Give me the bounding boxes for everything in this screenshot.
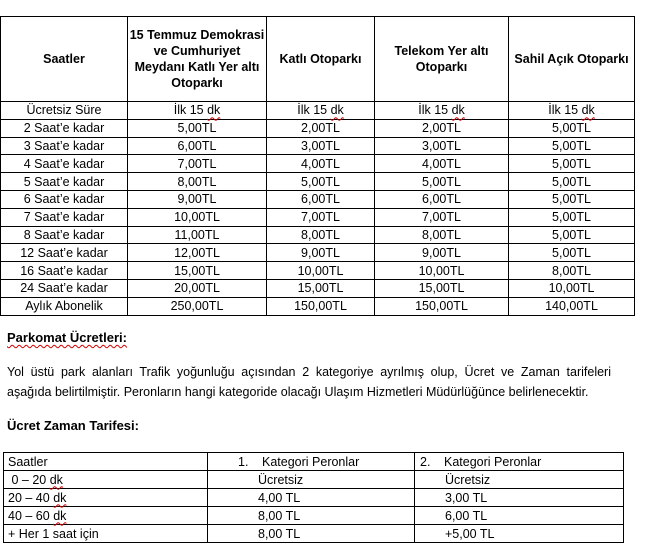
free-time-unit: dk (581, 103, 595, 118)
price-cell: 9,00TL (375, 244, 509, 262)
header-hours: Saatler (1, 17, 128, 102)
price-cell: 6,00TL (375, 190, 509, 208)
table-row (1, 262, 635, 280)
row-label-cell: 24 Saat’e kadar (1, 279, 128, 297)
price-cell: 10,00TL (509, 279, 635, 297)
row-label-cell: 16 Saat’e kadar (1, 262, 128, 280)
price-cell: 3,00TL (375, 137, 509, 155)
tariff-price-cell: 6,00 TL (415, 507, 624, 525)
price-cell: 2,00TL (267, 119, 375, 137)
row-label-cell: 7 Saat’e kadar (1, 208, 128, 226)
price-cell: 5,00TL (509, 208, 635, 226)
table-row (1, 155, 635, 173)
tariff-header-hours: Saatler (4, 453, 208, 471)
row-label-cell: 12 Saat’e kadar (1, 244, 128, 262)
tariff-price-cell: Ücretsiz (208, 471, 415, 489)
price-cell: 150,00TL (375, 297, 509, 315)
header-telekom-parking: Telekom Yer altı Otoparkı (375, 17, 509, 102)
price-cell: 8,00TL (509, 262, 635, 280)
free-time-text: İlk 15 (418, 103, 452, 118)
table-header-row (1, 17, 635, 102)
price-cell: 5,00TL (128, 119, 267, 137)
table-row (4, 471, 624, 489)
parking-fee-table-body (1, 102, 635, 316)
tariff-time-text: 0 – 20 (8, 472, 50, 487)
row-label-cell: 6 Saat’e kadar (1, 190, 128, 208)
header-sahil-parking: Sahil Açık Otoparkı (509, 17, 635, 102)
row-label-cell: 5 Saat’e kadar (1, 173, 128, 191)
price-cell: 9,00TL (128, 190, 267, 208)
parkomat-heading (7, 330, 127, 345)
table-row (1, 244, 635, 262)
tariff-price-cell: 8,00 TL (208, 525, 415, 543)
price-cell: 2,00TL (375, 119, 509, 137)
price-cell: 15,00TL (375, 279, 509, 297)
price-cell: 5,00TL (267, 173, 375, 191)
free-time-unit: dk (330, 103, 344, 118)
parkomat-paragraph: Yol üstü park alanları Trafik yoğunluğu açısından 2 kategoriye ayrılmış olup, Ücret ve Zaman tarifeleri aşağıda belirtilmiştir. Peronların hangi kategoride olacağı Ulaşım Hizmetleri Müdürlüğünce belirlenecektir. (7, 365, 611, 399)
price-cell: 5,00TL (509, 244, 635, 262)
free-time-text: İlk 15 (548, 103, 582, 118)
tariff-time-unit: dk (49, 472, 63, 487)
row-label-cell: Aylık Abonelik (1, 297, 128, 315)
tariff-time-unit: dk (53, 508, 67, 523)
tariff-table (3, 452, 624, 543)
price-cell: 6,00TL (128, 137, 267, 155)
tariff-price-cell: Ücretsiz (415, 471, 624, 489)
tariff-time-cell: + Her 1 saat için (4, 525, 208, 543)
row-label-cell: 4 Saat’e kadar (1, 155, 128, 173)
table-row (4, 507, 624, 525)
table-row (1, 137, 635, 155)
parkomat-heading-text: Parkomat Ücretleri: (7, 330, 127, 345)
price-cell (128, 102, 267, 120)
price-cell: 250,00TL (128, 297, 267, 315)
category-1-label: Kategori Peronlar (262, 454, 360, 469)
price-cell (509, 102, 635, 120)
category-2-label: Kategori Peronlar (444, 454, 542, 469)
price-cell (267, 102, 375, 120)
free-time-text: İlk 15 (297, 103, 331, 118)
price-cell: 7,00TL (375, 208, 509, 226)
tariff-time-unit: dk (53, 490, 67, 505)
price-cell: 5,00TL (375, 173, 509, 191)
category-1-number: 1. (238, 454, 249, 469)
price-cell: 9,00TL (267, 244, 375, 262)
tariff-price-cell: +5,00 TL (415, 525, 624, 543)
tariff-time-text: 20 – 40 (8, 490, 54, 505)
free-time-unit: dk (451, 103, 465, 118)
tariff-price-cell: 8,00 TL (208, 507, 415, 525)
price-cell: 150,00TL (267, 297, 375, 315)
row-label-cell: 2 Saat’e kadar (1, 119, 128, 137)
free-time-text: İlk 15 (173, 103, 208, 118)
tariff-header-category-1 (208, 453, 415, 471)
free-time-unit: dk (207, 103, 221, 118)
table-row (1, 208, 635, 226)
table-row (4, 525, 624, 543)
table-row (1, 226, 635, 244)
price-cell: 8,00TL (128, 173, 267, 191)
price-cell: 10,00TL (128, 208, 267, 226)
table-row (1, 173, 635, 191)
tariff-table-body (4, 453, 624, 543)
table-row (1, 119, 635, 137)
table-row (1, 190, 635, 208)
price-cell: 5,00TL (509, 173, 635, 191)
price-cell: 5,00TL (509, 155, 635, 173)
price-cell: 3,00TL (267, 137, 375, 155)
price-cell: 4,00TL (267, 155, 375, 173)
parking-fee-table (0, 16, 635, 316)
price-cell: 5,00TL (509, 190, 635, 208)
price-cell: 11,00TL (128, 226, 267, 244)
price-cell: 15,00TL (128, 262, 267, 280)
row-label-cell: 8 Saat’e kadar (1, 226, 128, 244)
price-cell: 6,00TL (267, 190, 375, 208)
category-2-number: 2. (420, 454, 431, 469)
price-cell: 8,00TL (375, 226, 509, 244)
tariff-heading: Ücret Zaman Tarifesi: (7, 418, 139, 433)
price-cell: 10,00TL (267, 262, 375, 280)
price-cell: 8,00TL (267, 226, 375, 244)
price-cell: 140,00TL (509, 297, 635, 315)
header-15-temmuz-parking: 15 Temmuz Demokrasi ve Cumhuriyet Meydanı Katlı Yer altı Otoparkı (128, 17, 267, 102)
price-cell: 5,00TL (509, 137, 635, 155)
tariff-time-text: 40 – 60 (8, 508, 54, 523)
table-row (1, 279, 635, 297)
table-row (1, 297, 635, 315)
price-cell: 10,00TL (375, 262, 509, 280)
row-label-cell: 3 Saat’e kadar (1, 137, 128, 155)
price-cell: 20,00TL (128, 279, 267, 297)
header-katli-parking: Katlı Otoparkı (267, 17, 375, 102)
price-cell: 7,00TL (267, 208, 375, 226)
tariff-time-cell (4, 471, 208, 489)
price-cell: 12,00TL (128, 244, 267, 262)
table-row (4, 489, 624, 507)
tariff-header-category-2 (415, 453, 624, 471)
price-cell: 4,00TL (375, 155, 509, 173)
row-label-cell: Ücretsiz Süre (1, 102, 128, 120)
tariff-time-cell (4, 489, 208, 507)
tariff-price-cell: 3,00 TL (415, 489, 624, 507)
tariff-price-cell: 4,00 TL (208, 489, 415, 507)
tariff-time-cell (4, 507, 208, 525)
price-cell (375, 102, 509, 120)
tariff-header-row (4, 453, 624, 471)
price-cell: 15,00TL (267, 279, 375, 297)
price-cell: 5,00TL (509, 226, 635, 244)
price-cell: 7,00TL (128, 155, 267, 173)
price-cell: 5,00TL (509, 119, 635, 137)
table-row (1, 102, 635, 120)
